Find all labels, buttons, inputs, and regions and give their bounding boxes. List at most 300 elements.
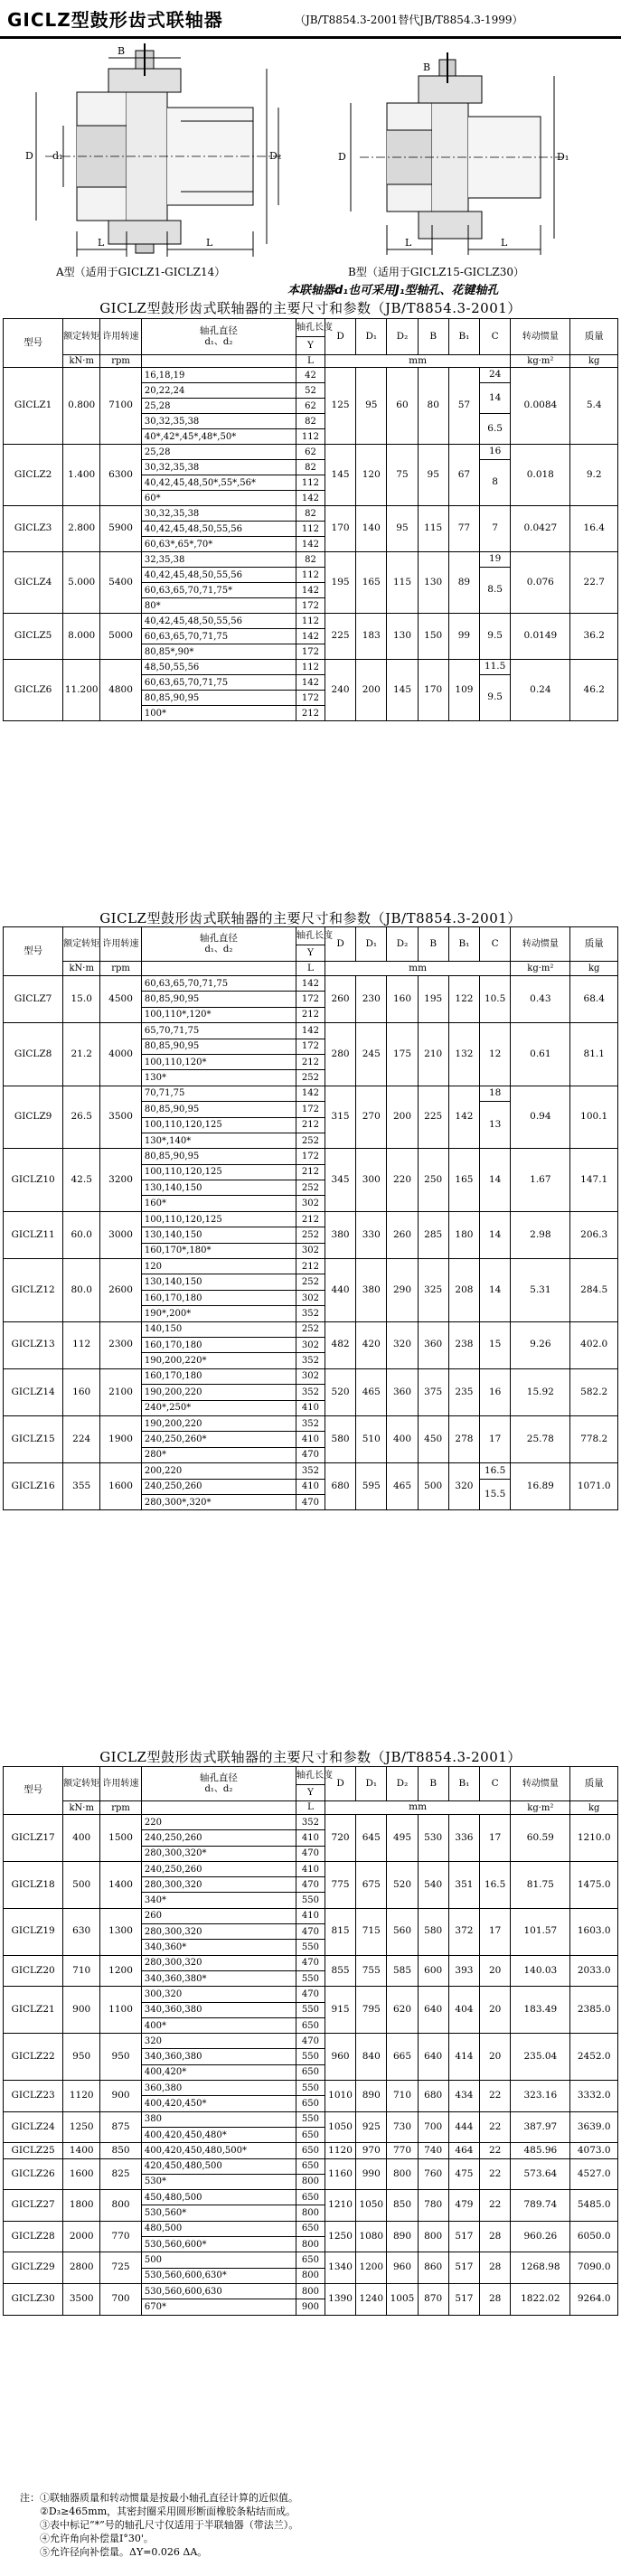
label-b-b: B: [423, 61, 431, 73]
bore-length-cell: 352: [296, 1463, 325, 1479]
c-cell: 22: [480, 2190, 511, 2222]
bore-length-cell: 550: [296, 2002, 325, 2017]
d1-cell: 795: [356, 1987, 387, 2034]
mass-cell: 284.5: [570, 1259, 618, 1322]
header-d1-label: D₁: [365, 330, 378, 342]
inertia-cell: 1268.98: [511, 2252, 570, 2284]
bore-length-cell: 112: [296, 429, 325, 445]
torque-cell: 160: [63, 1368, 100, 1415]
header-d2: [387, 927, 418, 962]
bore-length-cell: 302: [296, 1196, 325, 1211]
header-mm-unit: [325, 355, 510, 368]
d2-cell: 95: [387, 506, 418, 552]
inertia-cell: 0.0084: [511, 368, 570, 445]
b-cell: 285: [418, 1211, 448, 1258]
header-row: [4, 927, 618, 945]
c-cell: 17: [480, 1815, 511, 1862]
bore-diameter-cell: 160*: [141, 1196, 296, 1211]
bore-diameter-cell: 100,110*,120*: [141, 1007, 296, 1022]
header-model-label: 型号: [24, 1784, 43, 1796]
bore-diameter-cell: 530,560,600,630*: [141, 2268, 296, 2283]
bore-diameter-cell: 120: [141, 1259, 296, 1274]
bore-length-cell: 650: [296, 2017, 325, 2033]
header-l-label: L: [306, 1801, 314, 1813]
type-b-caption: B型（适用于GICLZ15-GICLZ30）: [348, 266, 525, 278]
d1-cell: 1240: [356, 2283, 387, 2315]
header-torque-unit: [63, 962, 100, 976]
inertia-cell: 323.16: [511, 2081, 570, 2112]
header-speed-label: 许用转速: [102, 1779, 139, 1789]
d2-cell: 620: [387, 1987, 418, 2034]
bore-length-cell: 252: [296, 1070, 325, 1086]
header-speed-unit: [100, 962, 142, 976]
spec-table-2: [3, 926, 618, 1510]
bore-diameter-cell: 80,85,90,95: [141, 691, 296, 706]
bore-diameter-cell: 60,63*,65*,70*: [141, 537, 296, 552]
table-row: [4, 2221, 618, 2236]
header-model-label: 型号: [24, 336, 43, 348]
bore-length-cell: 352: [296, 1353, 325, 1368]
header-mm-unit: [325, 962, 510, 976]
header-b1: [448, 927, 479, 962]
bore-length-cell: 212: [296, 1117, 325, 1133]
table-row: [4, 1987, 618, 2002]
d1-cell: 645: [356, 1815, 387, 1862]
b-cell: 130: [418, 552, 448, 614]
d-cell: 1390: [325, 2283, 355, 2315]
bore-length-cell: 550: [296, 2081, 325, 2096]
table-title-2: GICLZ型鼓形齿式联轴器的主要尺寸和参数（JB/T8854.3-2001）: [99, 910, 522, 926]
inertia-cell: 387.97: [511, 2111, 570, 2143]
header-torque: [63, 1767, 100, 1801]
d2-cell: 175: [387, 1023, 418, 1086]
mm-unit: mm: [409, 354, 428, 366]
d2-cell: 200: [387, 1086, 418, 1149]
bore-length-cell: 252: [296, 1180, 325, 1196]
torque-cell: 21.2: [63, 1023, 100, 1086]
c-cell: 22: [480, 2081, 511, 2112]
header-inertia: [511, 319, 570, 355]
b-cell: 680: [418, 2081, 448, 2112]
table-title-1: GICLZ型鼓形齿式联轴器的主要尺寸和参数（JB/T8854.3-2001）: [99, 300, 522, 316]
header-l: [296, 1801, 325, 1815]
mass-unit: kg: [588, 1802, 600, 1813]
mass-cell: 68.4: [570, 976, 618, 1023]
d1-cell: 715: [356, 1908, 387, 1955]
torque-cell: 42.5: [63, 1149, 100, 1212]
header-torque-label: 额定转矩: [63, 1779, 100, 1789]
bore-diameter-cell: 400,420,450,480*: [141, 2127, 296, 2142]
torque-cell: 3500: [63, 2283, 100, 2315]
header-c-label: C: [491, 1777, 499, 1789]
bore-length-cell: 62: [296, 399, 325, 414]
header-mass-label: 质量: [584, 330, 604, 342]
b-cell: 640: [418, 2034, 448, 2081]
table-row: [4, 614, 618, 629]
header-row: [4, 1767, 618, 1785]
header-rule: [0, 36, 621, 39]
inertia-cell: 60.59: [511, 1815, 570, 1862]
speed-cell: 770: [100, 2221, 142, 2252]
header-bore: [141, 319, 296, 355]
b1-cell: 372: [448, 1908, 479, 1955]
label-l2-b: L: [501, 237, 508, 249]
bore-diameter-cell: 160,170*,180*: [141, 1243, 296, 1258]
mass-cell: 2385.0: [570, 1987, 618, 2034]
bore-length-cell: 212: [296, 706, 325, 721]
speed-cell: 1900: [100, 1415, 142, 1462]
inertia-cell: 15.92: [511, 1368, 570, 1415]
d-cell: 1250: [325, 2221, 355, 2252]
c-cell: 17: [480, 1415, 511, 1462]
b1-cell: 479: [448, 2190, 479, 2222]
model-cell: GICLZ6: [4, 660, 63, 721]
c-cell: 22: [480, 2111, 511, 2143]
bore-diameter-cell: 400,420*: [141, 2064, 296, 2080]
bore-diameter-cell: 65,70,71,75: [141, 1023, 296, 1039]
torque-cell: 5.000: [63, 552, 100, 614]
speed-unit: rpm: [111, 1802, 130, 1813]
header-d-label: D: [336, 330, 344, 342]
d2-cell: 60: [387, 368, 418, 445]
model-cell: GICLZ4: [4, 552, 63, 614]
d1-cell: 95: [356, 368, 387, 445]
inertia-cell: 0.018: [511, 445, 570, 506]
d2-cell: 730: [387, 2111, 418, 2143]
inertia-cell: 0.24: [511, 660, 570, 721]
bore-diameter-cell: 420,450,480,500: [141, 2158, 296, 2174]
speed-cell: 1200: [100, 1955, 142, 1987]
bore-length-cell: 172: [296, 1102, 325, 1117]
bore-length-cell: 302: [296, 1290, 325, 1305]
d1-cell: 165: [356, 552, 387, 614]
torque-cell: 15.0: [63, 976, 100, 1023]
header-speed-unit: [100, 1801, 142, 1815]
bore-diameter-cell: 530,560*: [141, 2205, 296, 2221]
header-bore-sub: d₁、d₂: [204, 944, 233, 954]
header-d1-label: D₁: [365, 1777, 378, 1789]
b-cell: 740: [418, 2143, 448, 2158]
d1-cell: 183: [356, 614, 387, 660]
bore-length-cell: 550: [296, 2111, 325, 2127]
header-d2-label: D₂: [396, 330, 409, 342]
inertia-cell: 573.64: [511, 2158, 570, 2190]
mass-cell: 9.2: [570, 445, 618, 506]
b-cell: 95: [418, 445, 448, 506]
bore-diameter-cell: 240,250,260: [141, 1861, 296, 1876]
torque-cell: 1120: [63, 2081, 100, 2112]
bore-diameter-cell: 130,140,150: [141, 1180, 296, 1196]
header-torque-label: 额定转矩: [63, 939, 100, 949]
bore-diameter-cell: 160,170,180: [141, 1368, 296, 1384]
header-d-label: D: [336, 937, 344, 949]
bore-length-cell: 410: [296, 1908, 325, 1923]
header-b: [418, 319, 448, 355]
header-y: [296, 1785, 325, 1801]
d-cell: 1340: [325, 2252, 355, 2284]
d-cell: 125: [325, 368, 355, 445]
inertia-cell: 5.31: [511, 1259, 570, 1322]
model-cell: GICLZ27: [4, 2190, 63, 2222]
header-bore-blank: [141, 1801, 296, 1815]
header-inertia-unit: [511, 355, 570, 368]
bore-diameter-cell: 40,42,45,48,50,55,56: [141, 522, 296, 537]
bore-length-cell: 112: [296, 475, 325, 491]
page-header: [0, 5, 621, 31]
model-cell: GICLZ11: [4, 1211, 63, 1258]
d1-cell: 120: [356, 445, 387, 506]
header-mass-label: 质量: [584, 937, 604, 949]
inertia-cell: 0.61: [511, 1023, 570, 1086]
model-cell: GICLZ29: [4, 2252, 63, 2284]
table-row: [4, 1463, 618, 1479]
table-row: [4, 1861, 618, 1876]
model-cell: GICLZ10: [4, 1149, 63, 1212]
b-cell: 210: [418, 1023, 448, 1086]
d-cell: 915: [325, 1987, 355, 2034]
mass-cell: 402.0: [570, 1321, 618, 1368]
d2-cell: 710: [387, 2081, 418, 2112]
d1-cell: 675: [356, 1861, 387, 1908]
bore-length-cell: 352: [296, 1415, 325, 1431]
mass-unit: kg: [588, 356, 600, 366]
bore-length-cell: 212: [296, 1259, 325, 1274]
header-mm-unit: [325, 1801, 510, 1815]
mm-unit: mm: [409, 1801, 428, 1813]
d2-cell: 360: [387, 1368, 418, 1415]
header-bore-sub: d₁、d₂: [204, 336, 233, 347]
mass-cell: 5485.0: [570, 2190, 618, 2222]
header-units-row: [4, 1801, 618, 1815]
bore-length-cell: 252: [296, 1133, 325, 1148]
d1-cell: 990: [356, 2158, 387, 2190]
c-cell: 6.5: [480, 414, 511, 445]
bore-length-cell: 212: [296, 1054, 325, 1069]
d2-cell: 290: [387, 1259, 418, 1322]
bore-length-cell: 172: [296, 644, 325, 660]
inertia-unit: kg·m²: [527, 964, 554, 973]
d1-cell: 840: [356, 2034, 387, 2081]
bore-diameter-cell: 320: [141, 2034, 296, 2049]
b1-cell: 132: [448, 1023, 479, 1086]
torque-unit: kN·m: [69, 964, 94, 973]
footnote: ⑤允许径向补偿量。ΔY=0.026 ΔA。: [40, 2546, 208, 2558]
b1-cell: 278: [448, 1415, 479, 1462]
d-cell: 775: [325, 1861, 355, 1908]
bore-length-cell: 142: [296, 675, 325, 691]
speed-cell: 900: [100, 2081, 142, 2112]
bore-diameter-cell: 40,42,45,48,50,55,56: [141, 614, 296, 629]
b1-cell: 165: [448, 1149, 479, 1212]
bore-length-cell: 650: [296, 2127, 325, 2142]
torque-cell: 2000: [63, 2221, 100, 2252]
header-b: [418, 1767, 448, 1801]
b1-cell: 142: [448, 1086, 479, 1149]
c-cell: 20: [480, 1955, 511, 1987]
mass-cell: 4073.0: [570, 2143, 618, 2158]
bore-diameter-cell: 300,320: [141, 1987, 296, 2002]
bore-diameter-cell: 20,22,24: [141, 383, 296, 399]
bore-length-cell: 800: [296, 2268, 325, 2283]
inertia-cell: 101.57: [511, 1908, 570, 1955]
table-row: [4, 552, 618, 568]
b1-cell: 89: [448, 552, 479, 614]
model-cell: GICLZ16: [4, 1463, 63, 1510]
bore-note: 本联轴器d₁也可采用J₁型轴孔、花键轴孔: [287, 284, 499, 297]
header-d1-label: D₁: [365, 937, 378, 949]
table-row: [4, 660, 618, 675]
header-d2-label: D₂: [396, 1777, 409, 1789]
d2-cell: 495: [387, 1815, 418, 1862]
header-d-label: D: [336, 1777, 344, 1789]
inertia-cell: 485.96: [511, 2143, 570, 2158]
bore-diameter-cell: 30,32,35,38: [141, 414, 296, 429]
footnotes: [20, 2491, 298, 2559]
header-c: [480, 1767, 511, 1801]
b1-cell: 235: [448, 1368, 479, 1415]
bore-length-cell: 470: [296, 1846, 325, 1861]
bore-length-cell: 302: [296, 1337, 325, 1352]
table-row: [4, 1415, 618, 1431]
bore-length-cell: 410: [296, 1830, 325, 1846]
inertia-unit: kg·m²: [527, 356, 554, 366]
bore-diameter-cell: 190,200,220: [141, 1385, 296, 1400]
header-bore-length: [296, 319, 333, 337]
c-cell: 20: [480, 2034, 511, 2081]
speed-cell: 1300: [100, 1908, 142, 1955]
header-y-label: Y: [307, 339, 314, 351]
bore-diameter-cell: 60,63,65,70,71,75: [141, 629, 296, 644]
bore-diameter-cell: 100*: [141, 706, 296, 721]
speed-cell: 1500: [100, 1815, 142, 1862]
bore-length-cell: 172: [296, 1039, 325, 1054]
model-cell: GICLZ7: [4, 976, 63, 1023]
header-inertia: [511, 927, 570, 962]
header-bore-length: [296, 927, 333, 945]
header-y: [296, 337, 325, 355]
d-cell: 280: [325, 1023, 355, 1086]
mass-cell: 1475.0: [570, 1861, 618, 1908]
header-inertia-label: 转动惯量: [522, 939, 559, 949]
d2-cell: 145: [387, 660, 418, 721]
bore-length-cell: 112: [296, 660, 325, 675]
bore-length-cell: 82: [296, 552, 325, 568]
b-cell: 325: [418, 1259, 448, 1322]
bore-length-cell: 352: [296, 1815, 325, 1830]
speed-unit: rpm: [111, 964, 130, 973]
d-cell: 580: [325, 1415, 355, 1462]
d2-cell: 130: [387, 614, 418, 660]
d-cell: 680: [325, 1463, 355, 1510]
bore-length-cell: 650: [296, 2064, 325, 2080]
d1-cell: 510: [356, 1415, 387, 1462]
d1-cell: 300: [356, 1149, 387, 1212]
speed-cell: 1600: [100, 1463, 142, 1510]
bore-length-cell: 112: [296, 568, 325, 583]
bore-length-cell: 172: [296, 1149, 325, 1164]
c-cell: 9.5: [480, 614, 511, 660]
bore-length-cell: 410: [296, 1479, 325, 1494]
model-cell: GICLZ18: [4, 1861, 63, 1908]
inertia-cell: 1.67: [511, 1149, 570, 1212]
bore-length-cell: 650: [296, 2143, 325, 2158]
b1-cell: 464: [448, 2143, 479, 2158]
bore-length-cell: 650: [296, 2158, 325, 2174]
label-d1-b: D₁: [557, 151, 569, 163]
c-cell: 12: [480, 1023, 511, 1086]
bore-diameter-cell: 130*: [141, 1070, 296, 1086]
header-y-label: Y: [307, 1786, 314, 1798]
table-row: [4, 2111, 618, 2127]
bore-length-cell: 900: [296, 2299, 325, 2315]
c-cell: 15.5: [480, 1479, 511, 1510]
mass-cell: 16.4: [570, 506, 618, 552]
d-cell: 240: [325, 660, 355, 721]
header-d2: [387, 319, 418, 355]
bore-diameter-cell: 80*: [141, 598, 296, 614]
bore-length-cell: 142: [296, 1023, 325, 1039]
b-cell: 225: [418, 1086, 448, 1149]
model-cell: GICLZ17: [4, 1815, 63, 1862]
d1-cell: 595: [356, 1463, 387, 1510]
d1-cell: 465: [356, 1368, 387, 1415]
b-cell: 500: [418, 1463, 448, 1510]
d-cell: 225: [325, 614, 355, 660]
header-torque: [63, 319, 100, 355]
bore-length-cell: 142: [296, 583, 325, 598]
d1-cell: 140: [356, 506, 387, 552]
header-speed-unit: [100, 355, 142, 368]
header-model: [4, 1767, 63, 1815]
table-row: [4, 368, 618, 383]
d1-cell: 230: [356, 976, 387, 1023]
b1-cell: 67: [448, 445, 479, 506]
bore-diameter-cell: 240,250,260: [141, 1830, 296, 1846]
d2-cell: 160: [387, 976, 418, 1023]
bore-length-cell: 410: [296, 1400, 325, 1415]
table-row: [4, 2081, 618, 2096]
torque-cell: 900: [63, 1987, 100, 2034]
bore-diameter-cell: 380: [141, 2111, 296, 2127]
bore-diameter-cell: 80,85,90,95: [141, 1039, 296, 1054]
table-row: [4, 2034, 618, 2049]
torque-cell: 400: [63, 1815, 100, 1862]
speed-cell: 5000: [100, 614, 142, 660]
bore-diameter-cell: 140,150: [141, 1321, 296, 1337]
table-row: [4, 2283, 618, 2299]
c-cell: 14: [480, 1259, 511, 1322]
bore-length-cell: 42: [296, 368, 325, 383]
d2-cell: 850: [387, 2190, 418, 2222]
speed-cell: 5900: [100, 506, 142, 552]
torque-cell: 2800: [63, 2252, 100, 2284]
model-cell: GICLZ19: [4, 1908, 63, 1955]
model-cell: GICLZ3: [4, 506, 63, 552]
b1-cell: 208: [448, 1259, 479, 1322]
footnote: ④允许角向补偿量Ⅰ°30'。: [40, 2533, 154, 2544]
inertia-cell: 1822.02: [511, 2283, 570, 2315]
d2-cell: 400: [387, 1415, 418, 1462]
b1-cell: 320: [448, 1463, 479, 1510]
d-cell: 170: [325, 506, 355, 552]
bore-length-cell: 142: [296, 1086, 325, 1101]
bore-diameter-cell: 70,71,75: [141, 1086, 296, 1101]
c-cell: 11.5: [480, 660, 511, 675]
c-cell: 28: [480, 2283, 511, 2315]
b1-cell: 99: [448, 614, 479, 660]
header-mass-unit: [570, 1801, 618, 1815]
inertia-cell: 0.0427: [511, 506, 570, 552]
